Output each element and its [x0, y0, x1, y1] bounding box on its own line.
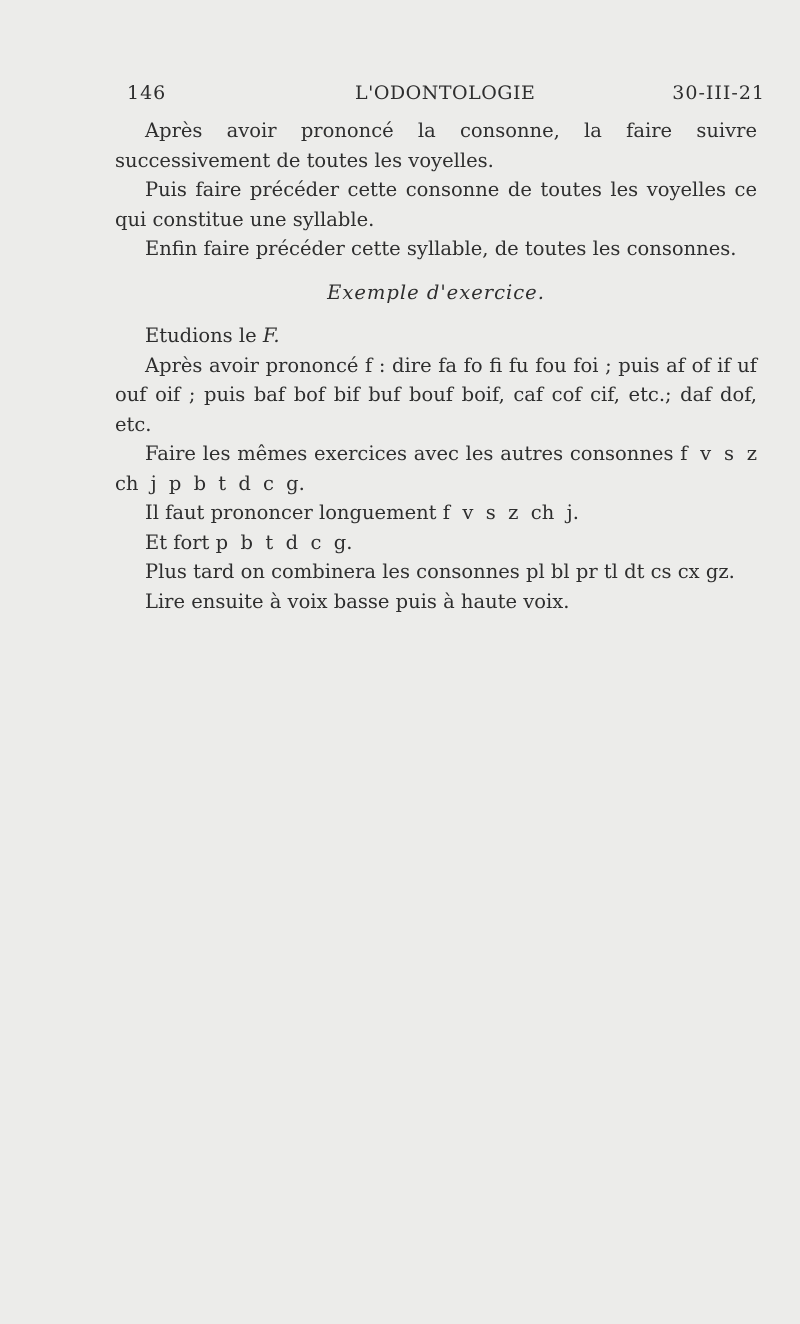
paragraph-combine: Plus tard on combinera les consonnes pl bl pr tl dt cs cx gz. [145, 560, 735, 583]
consonant-list: f v s z ch j p b t d c g. [115, 442, 757, 495]
study-f-text: Etudions le [145, 324, 263, 347]
issue-date: 30-III-21 [672, 82, 765, 104]
paragraph-consonant-vowels: Après avoir prononcé la consonne, la faire suivre successivement de toutes les voyelles. [115, 119, 757, 172]
paragraph-syllable: Puis faire précéder cette consonne de toutes les voyelles ce qui constitue une syllable. [115, 178, 757, 231]
page-number: 146 [127, 82, 167, 104]
page-header [115, 82, 765, 110]
other-consonants-text: Faire les mêmes exercices avec les autres consonnes [145, 442, 674, 465]
paragraph-study-f [115, 321, 757, 351]
paragraph-read-aloud: Lire ensuite à voix basse puis à haute voix. [145, 589, 570, 613]
paragraph-other-consonants [115, 439, 757, 498]
section-heading: Exemple d'exercice. [327, 280, 545, 304]
paragraph-f-exercise: Après avoir prononcé f : dire fa fo fi fu fou foi ; puis af of if uf ouf oif ; puis baf bof bif buf bouf boif, caf cof cif, etc.; daf dof, etc. [115, 353, 757, 436]
paragraph-strong-pronounce: Et fort p b t d c g. [145, 530, 353, 554]
running-title: L'ODONTOLOGIE [355, 82, 536, 104]
page-body [115, 116, 757, 616]
study-f-letter: F. [262, 324, 280, 347]
paragraph-long-pronounce: Il faut prononcer longuement f v s z ch j. [145, 501, 579, 524]
paragraph-consonants: Enfin faire précéder cette syllable, de toutes les consonnes. [145, 237, 737, 260]
